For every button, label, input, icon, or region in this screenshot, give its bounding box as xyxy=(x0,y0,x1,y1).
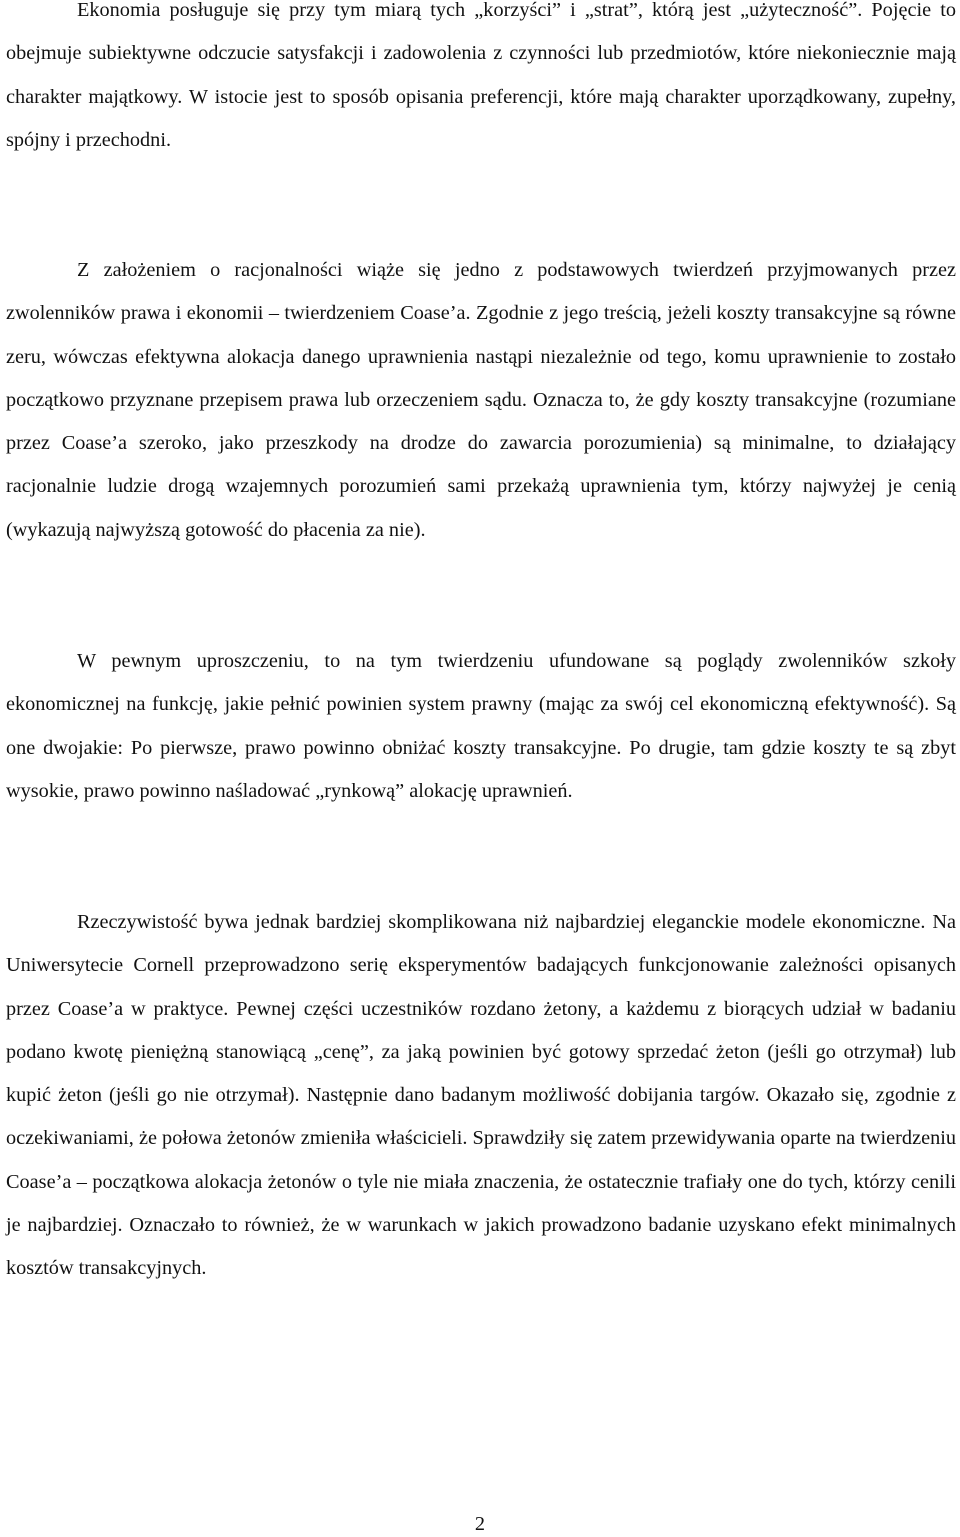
paragraph-law-functions: W pewnym uproszczeniu, to na tym twierdzeniu ufundowane są poglądy zwolenników szkoły ekonomicznej na funkcję, jakie pełnić powinien system prawny (mając za swój cel ekonomiczną efektywność). Są one dwojakie: Po pierwsze, prawo powinno obniżać koszty transakcyjne. Po drugie, tam gdzie koszty te są zbyt wysokie, prawo powinno naśladować „rynkową” alokację uprawnień. xyxy=(6,650,956,802)
paragraph-utility: Ekonomia posługuje się przy tym miarą tych „korzyści” i „strat”, którą jest „użyteczność”. Pojęcie to obejmuje subiektywne odczucie satysfakcji i zadowolenia z czynności lub przedmiotów, które niekoniecznie mają charakter majątkowy. W istocie jest to sposób opisania preferencji, które mają charakter uporządkowany, zupełny, spójny i przechodni. xyxy=(6,0,956,151)
paragraph-coase-theorem: Z założeniem o racjonalności wiąże się jedno z podstawowych twierdzeń przyjmowanych przez zwolenników prawa i ekonomii – twierdzeniem Coase’a. Zgodnie z jego treścią, jeżeli koszty transakcyjne są równe zeru, wówczas efektywna alokacja danego uprawnienia nastąpi niezależnie od tego, komu uprawnienie to zostało początkowo przyznane przepisem prawa lub orzeczeniem sądu. Oznacza to, że gdy koszty transakcyjne (rozumiane przez Coase’a szeroko, jako przeszkody na drodze do zawarcia porozumienia) są minimalne, to działający racjonalnie ludzie drogą wzajemnych porozumień sami przekażą uprawnienia tym, którzy najwyżej je cenią (wykazują najwyższą gotowość do płacenia za nie). xyxy=(6,259,956,541)
page-number: 2 xyxy=(474,1513,486,1535)
paragraph-cornell-experiment: Rzeczywistość bywa jednak bardziej skomplikowana niż najbardziej eleganckie modele ekonomiczne. Na Uniwersytecie Cornell przeprowadzono serię eksperymentów badających funkcjonowanie zależności opisanych przez Coase’a w praktyce. Pewnej części uczestników rozdano żetony, a każdemu z biorących udział w badaniu podano kwotę pieniężną stanowiącą „cenę”, za jaką powinien być gotowy sprzedać żeton (jeśli go otrzymał) lub kupić żeton (jeśli go nie otrzymał). Następnie dano badanym możliwość dobijania targów. Okazało się, zgodnie z oczekiwaniami, że połowa żetonów zmieniła właścicieli. Sprawdziły się zatem przewidywania oparte na twierdzeniu Coase’a – początkowa alokacja żetonów o tyle nie miała znaczenia, że ostatecznie trafiały one do tych, którzy cenili je najbardziej. Oznaczało to również, że w warunkach w jakich prowadzono badanie uzyskano efekt minimalnych kosztów transakcyjnych. xyxy=(6,911,956,1280)
